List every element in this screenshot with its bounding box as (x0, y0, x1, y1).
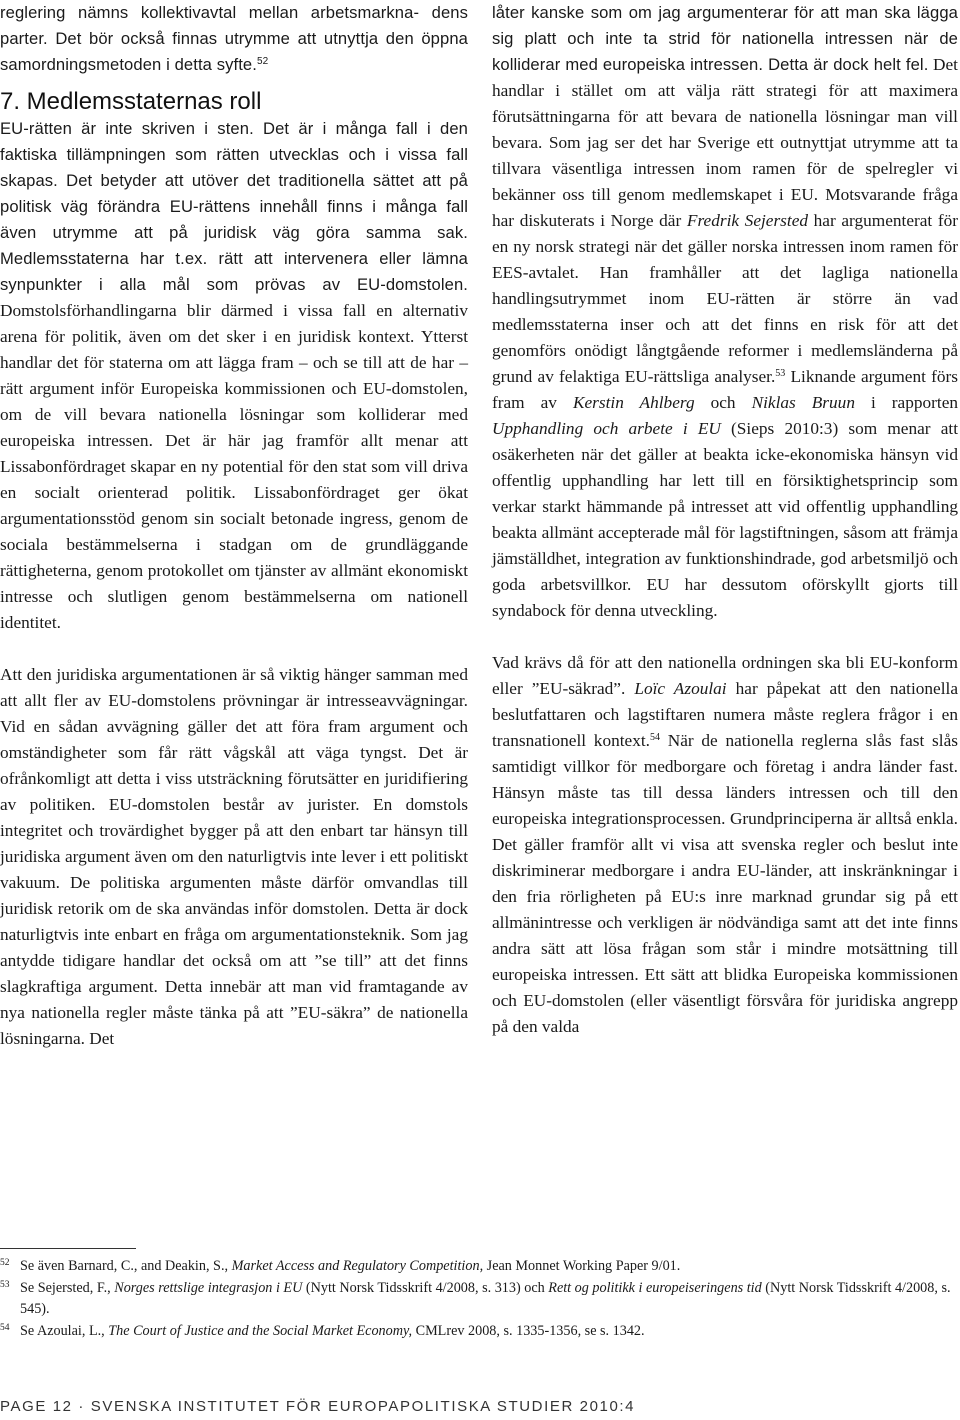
text-line: dens parter. Det bör också finnas utrymme att utnyttja (0, 3, 469, 48)
footnote-text: Jean Monnet Working Paper 9/01. (483, 1258, 681, 1274)
section-heading: 7. Medlemsstaternas roll (0, 88, 262, 115)
paragraph-body: (Sieps 2010:3) som menar att osäkerheten när det gäller at beakta icke-ekonomiska hänsyn vid offentlig upphandling har lett till en försiktighetsprincip som verkar starkt hämmande på intresset att vid offentlig upphandling beakta allmänt accepterade mål för lagstiftningen, såsom att främja jämställdhet, integration av funktionshindrade, god arbetsmiljö och goda arbetsvillkor. EU har dessutom oförskyllt gjorts till syndabock för denna utveckling. (492, 419, 958, 620)
paragraph (0, 116, 468, 636)
paragraph-body: har argumenterat för en ny norsk strategi när det gäller norska intressen inom ramen för EES-avtalet. Han framhåller att det lagliga nationella handlingsutrymmet inom EU-rätten är större än vad medlemsstaterna inser och att det finns en risk för att det genomförs onödigt långtgående reformer i medlemsländerna på grund av felaktiga EU-rättsliga analyser. (492, 211, 959, 386)
footnotes (0, 1256, 960, 1342)
footnote-number: 53 (0, 1279, 10, 1290)
text-line: reglering nämns kollektivavtal mellan arbetsmarkna- (0, 3, 420, 22)
footnote-divider (0, 1248, 136, 1249)
person-name: Fredrik Sejersted (686, 211, 809, 230)
paragraph-body: Liknande argument förs fram av (492, 367, 958, 412)
paragraph-continuation (0, 0, 468, 78)
person-name: Kerstin Ahlberg (572, 393, 695, 412)
paragraph-body: När de nationella reglerna slås fast slås samtidigt villkor för medborgare och företag i andra länder fast. Hänsyn måste tas till dessa länders intressen och till den europeiska integrationsprocessen. Grundprinciperna är alltså enkla. Det gäller framför allt vi visa att svenska regler och beslut inte diskriminerar medborgare i andra EU-länder, att inskränkningar i den fria rörligheten på EU:s inre marknad grundar sig på ett allmänintresse och verkligen är nödvändiga samt att det inte finns andra sätt att lösa frågan som står i mindre motsättning till europeiska intressen. Ett sätt att blidka Europeiska kommissionen och EU-domstolen (eller väsentligt försvåra för juridiska angrepp på den valda (492, 731, 958, 1036)
footnote (0, 1321, 960, 1343)
paragraph-body: i rapporten (854, 393, 959, 412)
footnote-text: Se Sejersted, F., (20, 1279, 115, 1296)
footnote-text: CMLrev 2008, s. 1335-1356, se s. 1342. (412, 1322, 645, 1339)
paragraph-body: Vad krävs då för att den nationella ordningen ska bli EU-konform eller ”EU-säkrad”. (492, 653, 958, 698)
footnote-text: (Nytt Norsk Tidsskrift 4/2008, s. 545). (20, 1279, 951, 1317)
paragraph (492, 0, 958, 624)
report-title: Upphandling och arbete i EU (492, 419, 721, 438)
paragraph-body: Domstolsförhandlingarna blir därmed i vissa fall en alternativ arena för politik, även om det sker i en juridisk kontext. Ytterst handlar det för staterna om att lägga fram – och se till att de har – rätt argument inför Europeiska kommissionen och EU-domstolen, om de vill bevara nationella lösningar som kolliderar med europeiska intressen. Det är här jag framför allt menar att Lissabonfördraget skapar en ny potential för den stat som vill driva en socialt orienterad politik. Lissabonfördraget ger ökat argumentationsstöd genom sin socialt betonade ingress, genom de sociala bestämmelserna i stadgan om de grundläggande rättigheterna, genom protokollet om tjänster av allmänt ekonomiskt intresse och slutligen genom bestämmelserna om nationell identitet. (0, 301, 468, 632)
footnote-text: (Nytt Norsk Tidsskrift 4/2008, s. 313) och (302, 1279, 549, 1296)
footnote-title: Rett og politikk i europeiseringens tid (548, 1279, 762, 1296)
footnote-title: Market Access and Regulatory Competition, (231, 1258, 484, 1274)
left-column (0, 0, 468, 1052)
paragraph-gap (492, 624, 958, 650)
footnote-number: 52 (0, 1258, 10, 1268)
footnote-ref[interactable]: 54 (649, 732, 660, 743)
footnote-ref[interactable]: 52 (256, 56, 269, 67)
page-footer: PAGE 12 · SVENSKA INSTITUTET FÖR EUROPAPOLITISKA STUDIER 2010:4 (0, 1398, 636, 1415)
paragraph-body: Det handlar i stället om att välja rätt strategi för att maximera förutsättningarna för att bevara de nationella lösningar man vill bevara. Som jag ser det har Sverige ett outnyttjat utrymme att ta tillvara väsentliga intressen inom ramen för de spelregler vi bekänner oss till genom medlemskapet i EU. Motsvarande fråga har diskuterats i Norge där (492, 55, 958, 230)
footnote-ref[interactable]: 53 (775, 368, 786, 379)
footnote (0, 1256, 960, 1278)
person-name: Loïc Azoulai (634, 679, 727, 698)
footnote-text: Se även Barnard, C., and Deakin, S., (20, 1258, 232, 1274)
footnote-title: The Court of Justice and the Social Market Economy, (108, 1322, 413, 1339)
text-line: den öppna samordningsmetoden i detta syfte. (0, 29, 468, 74)
paragraph-gap (0, 636, 468, 662)
paragraph: Att den juridiska argumentationen är så viktig hänger samman med att allt fler av EU-domstolens prövningar är intresseavvägningar. Vid en sådan avvägning gäller det att föra fram argument och omständigheter som får rätt vågskål att väga tyngst. Det är ofrånkomligt att detta i viss utsträckning förutsätter en juridifiering av politiken. EU-domstolen består av jurister. En domstols integritet och trovärdighet bygger på att den enbart tar hänsyn till juridiska argument även om den naturligtvis inte lever i ett politiskt vakuum. De politiska argumenten måste därför omvandlas till juridisk retorik om de ska användas inför domstolen. Detta är dock naturligtvis inte enbart en fråga om argumentationsteknik. Som jag antydde tidigare handlar det också om att ”se till” att det finns slagkraftiga argument. Detta innebär att man vid framtagande av nya nationella regler måste tänka på att ”EU-säkra” de nationella lösningarna. Det (0, 665, 468, 1048)
paragraph (492, 650, 958, 1040)
footnote-text: Se Azoulai, L., (20, 1322, 109, 1339)
paragraph-lead: låter kanske som om jag argumenterar för att man ska lägga sig platt och inte ta strid för nationella intressen när de kolliderar med europeiska intressen. Detta är dock helt fel. (492, 3, 958, 74)
paragraph-body: har påpekat att den nationella beslutfattaren och lagstiftaren numera måste reglera frågor i en transnationell kontext. (492, 679, 958, 750)
paragraph-lead: EU-rätten är inte skriven i sten. Det är i många fall i den faktiska tillämpningen som rätten utvecklas och i vissa fall skapas. Det betyder att utöver det traditionella sättet att på politisk väg förändra EU-rättens innehåll finns i många fall även utrymme att på juridisk väg göra samma sak. Medlemsstaterna har t.ex. rätt att intervenera eller lämna synpunkter i alla mål som prövas av EU-domstolen. (0, 119, 468, 294)
paragraph-body: och (694, 393, 752, 412)
footnote-number: 54 (0, 1322, 10, 1333)
right-column (492, 0, 958, 1040)
footnote (0, 1278, 960, 1321)
footnote-title: Norges rettslige integrasjon i EU (114, 1279, 303, 1296)
person-name: Niklas Bruun (751, 393, 855, 412)
